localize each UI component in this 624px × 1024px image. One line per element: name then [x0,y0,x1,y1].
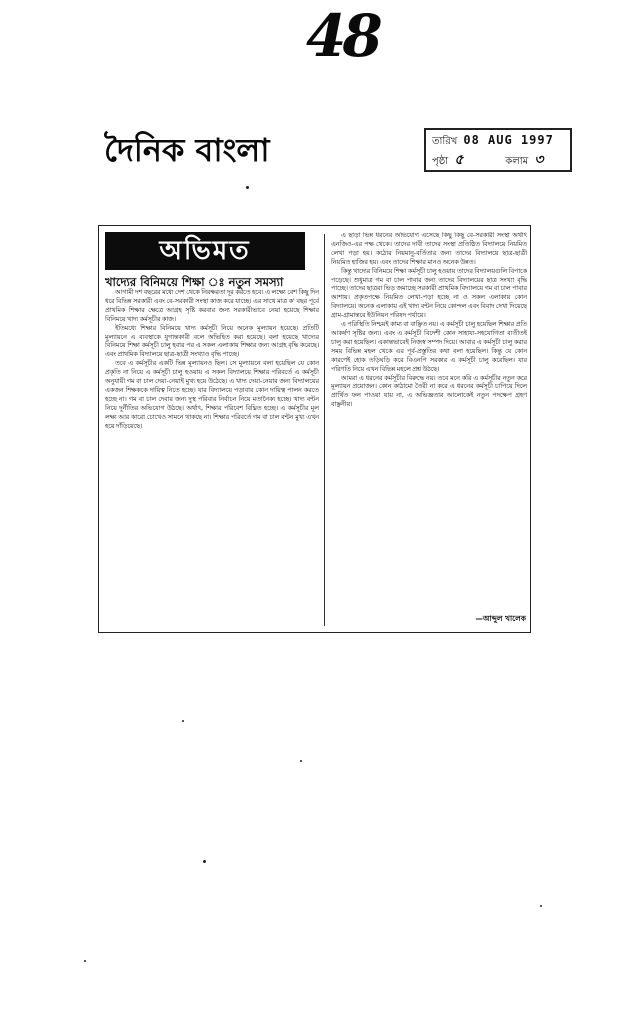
article-headline: খাদ্যের বিনিময়ে শিক্ষা ঃ নতুন সমস্যা [105,275,284,289]
article-paragraph: এ পরিস্থিতি নিশ্চয়ই কাম্য বা বাঞ্ছিত নয়। এ কর্মসূচী চালু হয়েছিল শিক্ষার প্রতি আকর্ষণ সৃষ্টির জন্য। এবং এ কর্মসূচী বিদেশী কোন সাহায্য-সহযোগিতা ব্যতীতই চালু করা হয়েছিল। একান্তভাবেই নিজস্ব সম্পদ দিয়ে। আবার এ কর্মসূচী চালু করার সময় বিভিন্ন মহল থেকে এর পূর্ব-প্রস্তুতির কথা বলা হয়েছিল। কিন্তু যে কোন কারণেই হোক তড়িঘড়ি করে বিএনপি সরকার এ কর্মসূচী চালু করেছিল। যার পরিণতি নিয়ে এখন বিভিন্ন মহলে প্রশ্ন উঠছে। [331,321,527,373]
stamp-column-label: কলাম [505,156,529,167]
newspaper-masthead: দৈনিক বাংলা [104,131,270,169]
article-paragraph: আগামী দশ বছরের মধ্যে দেশ থেকে নিরক্ষরতা দূর করতে হবে। এ লক্ষ্যে বেশ কিছু দিন ধরে বিভিন্ন সরকারী এবং বে-সরকারী সংস্থা কাজ করে যাচ্ছে। এর সাথে মাত্র ক' বছর পূর্বে প্রাথমিক শিক্ষার ক্ষেত্রে আগ্রহ সৃষ্টি করবার জন্য সরকারীভাবে নেয়া হয়েছে শিক্ষার বিনিময়ে খাদ্য কর্মসূচীর কাজ। [105,289,319,323]
handwritten-page-number: 48 [306,2,379,70]
article-left-column [105,232,319,628]
date-stamp [424,128,572,172]
article-byline: —আব্দুল খালেক [475,614,526,623]
article-paragraph: আমরা এ ধরনের কর্মসূচীর বিরুদ্ধে নয়। তবে মনে করি এ কর্মসূচীর নতুন করে মূল্যায়ন প্রয়োজন। কোন কাঠামো তৈরী না করে এ ধরনের কর্মসূচী চাপিয়ে দিলে প্রার্থিত ফল পাওয়া যায় না, এ অভিজ্ঞতার আলোকেই নতুন পদক্ষেপ গ্রহণ বাঞ্ছনীয়। [331,374,527,409]
stamp-date-row [432,131,564,151]
stamp-page-row [432,151,564,171]
stamp-date-label: তারিখ [432,136,458,147]
article-paragraph: কিন্তু খাদ্যের বিনিময়ে শিক্ষা কর্মসূচী চালু হওয়ায় তাদের বিদ্যালয়গুলি বিপাকে পড়েছে। শুধুমাত্র গম বা চাল পাবার জন্য তাদের বিদ্যালয়ের ছাত্র সংখ্যা বৃদ্ধি পাচ্ছে। তাদের ছাত্ররা ভিড় জমাচ্ছে সরকারী প্রাথমিক বিদ্যালয়ে গম বা চাল পাবার আশায়। প্রকৃতপক্ষে নিয়মিত লেখা-পড়া হচ্ছে না ও সকল এলাকায় কোন বিদ্যালয়ে। অনেক এলাকায় এই খাদ্য বন্টন নিয়ে কোন্দল এবং বিবাদ দেখা দিয়েছে গ্রাম-গ্রামান্তরে ইউনিয়ন পরিষদ পর্যায়ে। [331,267,527,320]
stamp-page-label: পৃষ্ঠা [432,156,449,167]
scan-speck [203,860,206,863]
article-paragraph: এ ছাড়া ভিন্ন ধরনের অভিযোগ এসেছে কিছু কিছু বে-সরকারী সংস্থা অর্থাৎ এনজিও-এর পক্ষ থেকে। তাদের দাবী তাদের সংস্থা প্রতিষ্ঠিত বিদ্যালয়ে নিয়মিত লেখা পড়া হয়। কঠোর নিয়মানু-বর্তিতার জন্য তাদের বিদ্যালয়ে ছাত্র-ছাত্রী নিয়মিত হাজির হয়। এবং তাদের শিক্ষার মানও অনেক উন্নত। [331,232,527,266]
article-paragraph: তবে এ কর্মসূচীর একটি ভিন্ন মূল্যায়নও ছিল। সে মূল্যায়নে বলা হয়েছিল যে কোন প্রকৃতি না নিয়ে এ কর্মসূচী চালু হওয়ায় এ সকল বিদ্যালয়ে শিক্ষার পরিবর্তে এ কর্মসূচী অনুযায়ী গম বা চাল দেয়া-নেয়াই মুখ্য হয়ে উঠেছে। এ খাদ্য দেয়া-নেয়ার জন্য বিদ্যালয়ের একজন শিক্ষককে দায়িত্ব নিতে হচ্ছে। যার বিদ্যালয়ে পড়াবার কোন দায়িত্ব পালন করতে হচ্ছে না। গম বা চাল দেবার জন্য দুস্থ পরিবার নির্বাচন নিয়ে মতানৈক্য হচ্ছে। খাদ্য বন্টন নিয়ে দুর্নীতির অভিযোগ উঠছে। অর্থাৎ, শিক্ষার পরিবেশ বিঘ্নিত হচ্ছে। এ কর্মসূচীর মূল লক্ষ্য আর কারো চোখেও সামনে থাকছে না। শিক্ষার পরিবর্তে গম বা চাল বন্টন মুখ্য এখন হয়ে দাঁড়িয়েছে। [105,360,319,430]
scan-speck [246,186,249,189]
stamp-date: 08 AUG 1997 [463,133,554,147]
article-right-column [331,232,527,628]
scan-speck [182,720,184,722]
section-header: অভিমত [105,232,305,270]
scan-speck [300,760,302,762]
stamp-column-value: ৩ [534,152,544,168]
newspaper-clipping [98,225,531,633]
stamp-page-value: ৫ [454,152,464,168]
scan-speck [540,905,542,907]
article-paragraph: ইতিমধ্যে শিক্ষার বিনিময়ে খাদ্য কর্মসূচী নিয়ে অনেক মূল্যায়ন হয়েছে। প্রতিটি মূল্যায়নে এ ব্যবস্থাকে যুগান্তকারী বলে অভিহিত করা হয়েছে। বলা হয়েছে খাদ্যের বিনিময়ে শিক্ষা কর্মসূচী চালু হবার পর এ সকল এলাকায় শিক্ষার জন্য আগ্রহ বৃদ্ধি করেছে। এবং প্রাথমিক বিদ্যালয়ে ছাত্র-ছাত্রী সংখ্যাও বৃদ্ধি পাচ্ছে। [105,324,319,359]
scan-speck [84,960,86,962]
column-divider [324,234,325,626]
